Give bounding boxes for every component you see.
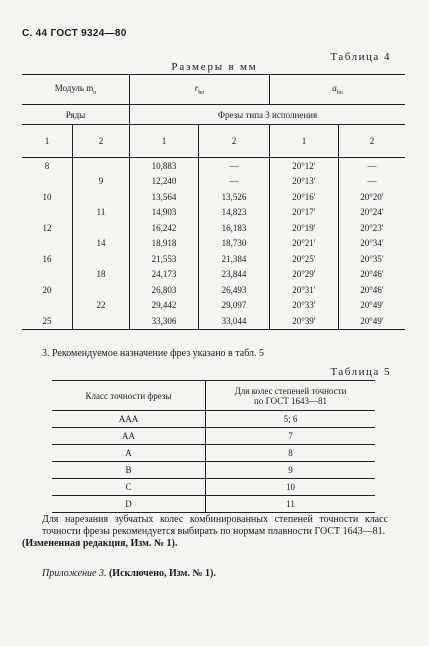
table-cell: 20°33′	[270, 298, 339, 314]
table-cell: 20°49′	[360, 300, 384, 311]
num-3: 1	[130, 125, 199, 158]
table-cell	[73, 282, 130, 298]
table-row	[52, 479, 375, 496]
table-cell	[22, 205, 73, 221]
table-cell: 20	[22, 282, 73, 298]
table-row	[22, 158, 405, 174]
table-cell: 22	[73, 298, 130, 314]
table-cell: D	[52, 496, 206, 513]
table-cell: —	[367, 160, 377, 171]
table-cell: 20°31′	[270, 282, 339, 298]
table-row	[22, 174, 405, 190]
table-cell: 33,306	[130, 313, 199, 329]
table-cell: 20°12′	[270, 158, 339, 174]
table-row	[22, 282, 405, 298]
table-cell: 14,823	[199, 205, 270, 221]
table-cell: —	[367, 176, 377, 187]
table-cell: 8	[206, 445, 376, 462]
table-row	[52, 445, 375, 462]
table-cell: 10	[206, 479, 376, 496]
num-6: 2	[339, 125, 406, 158]
table-cell: 16,242	[130, 220, 199, 236]
table-cell: 9	[206, 462, 376, 479]
table-cell: 20°19′	[270, 220, 339, 236]
t5-header-class: Класс точности фрезы	[52, 381, 206, 411]
table-row	[22, 236, 405, 252]
appendix-line: Приложение 3. (Исключено, Изм. № 1).	[42, 568, 216, 579]
table-cell: 20°35′	[360, 253, 384, 264]
table-cell: 21,384	[199, 251, 270, 267]
table-cell	[22, 236, 73, 252]
note-edit: (Измененная редакция, Изм. № 1).	[22, 538, 178, 549]
header-type: Фрезы типа 3 исполнения	[130, 105, 406, 125]
table-cell: 20°23′	[360, 222, 384, 233]
table-cell	[22, 298, 73, 314]
table-cell: 24,173	[130, 267, 199, 283]
table-row	[22, 205, 405, 221]
table-cell: 20°24′	[360, 207, 384, 218]
header-module: Модуль $m_o$	[22, 75, 130, 105]
table-cell: 9	[73, 174, 130, 190]
num-5: 1	[270, 125, 339, 158]
table-cell: —	[199, 158, 270, 174]
table-cell	[73, 220, 130, 236]
table-cell: 20°39′	[270, 313, 339, 329]
t5-header-degree: Для колес степеней точности по ГОСТ 1643—81	[206, 381, 376, 411]
table-cell: 20°20′	[360, 191, 384, 202]
table-4	[22, 74, 405, 330]
table-cell: B	[52, 462, 206, 479]
table-5	[52, 380, 375, 513]
table-cell: 21,553	[130, 251, 199, 267]
table-cell: C	[52, 479, 206, 496]
table-cell	[22, 174, 73, 190]
table-cell: 16	[22, 251, 73, 267]
table-row	[22, 267, 405, 283]
table-row	[22, 220, 405, 236]
table-row	[22, 298, 405, 314]
table-cell: 20°34′	[360, 238, 384, 249]
table-cell: 20°13′	[270, 174, 339, 190]
table-cell: 20°49′	[339, 313, 406, 329]
table-cell	[73, 158, 130, 174]
table-cell: 16,183	[199, 220, 270, 236]
table-cell: 29,442	[130, 298, 199, 314]
table-cell: 23,844	[199, 267, 270, 283]
table-row	[22, 189, 405, 205]
table-row	[52, 428, 375, 445]
table-cell: 13,564	[130, 189, 199, 205]
table-cell	[22, 267, 73, 283]
table-cell: AA	[52, 428, 206, 445]
table4-caption: Таблица 4	[330, 51, 391, 63]
table-cell: 18,918	[130, 236, 199, 252]
header-r: $r_{bo}$	[130, 75, 270, 105]
table-cell: 20°46′	[360, 284, 384, 295]
table-cell: 12	[22, 220, 73, 236]
header-rows: Ряды	[22, 105, 130, 125]
table-cell: 20°17′	[270, 205, 339, 221]
table-cell: 11	[73, 205, 130, 221]
table4-units: Размеры в мм	[171, 61, 258, 73]
table-cell: 20°21′	[270, 236, 339, 252]
table-cell: 29,097	[199, 298, 270, 314]
table-cell: AAA	[52, 411, 206, 428]
table-cell: 10	[22, 189, 73, 205]
table5-caption: Таблица 5	[330, 366, 391, 378]
table-cell: A	[52, 445, 206, 462]
table-row	[22, 251, 405, 267]
table-cell: 14,903	[130, 205, 199, 221]
num-2: 2	[73, 125, 130, 158]
header-a: $a_{bo}$	[270, 75, 406, 105]
table-cell: —	[199, 174, 270, 190]
table-cell: 12,240	[130, 174, 199, 190]
table-row	[52, 496, 375, 513]
table-cell: 8	[22, 158, 73, 174]
table-cell: 5; 6	[206, 411, 376, 428]
table-cell: 25	[22, 313, 73, 329]
num-4: 2	[199, 125, 270, 158]
table-row	[52, 462, 375, 479]
table-cell	[73, 313, 130, 329]
table-cell: 20°25′	[270, 251, 339, 267]
note-text: Для нарезания зубчатых колес комбинированных степеней точности класс точности фрезы рекомендуется выбирать по нормам плавности ГОСТ 1643—81.	[42, 514, 388, 537]
page-header: С. 44 ГОСТ 9324—80	[22, 28, 127, 39]
table-cell: 11	[206, 496, 376, 513]
table-cell: 10,883	[130, 158, 199, 174]
table-cell: 20°16′	[270, 189, 339, 205]
table-cell: 20°29′	[270, 267, 339, 283]
table-cell: 14	[73, 236, 130, 252]
table-cell	[73, 251, 130, 267]
table-cell: 13,526	[199, 189, 270, 205]
table-row	[22, 313, 405, 329]
num-1: 1	[22, 125, 73, 158]
table-cell: 20°46′	[360, 269, 384, 280]
table-cell: 7	[206, 428, 376, 445]
table-cell: 33,044	[199, 313, 270, 329]
table-cell	[73, 189, 130, 205]
table-row	[52, 411, 375, 428]
paragraph-3: 3. Рекомендуемое назначение фрез указано в табл. 5	[42, 348, 265, 359]
table-cell: 26,803	[130, 282, 199, 298]
table-cell: 26,493	[199, 282, 270, 298]
table-cell: 18	[73, 267, 130, 283]
table-cell: 18,730	[199, 236, 270, 252]
